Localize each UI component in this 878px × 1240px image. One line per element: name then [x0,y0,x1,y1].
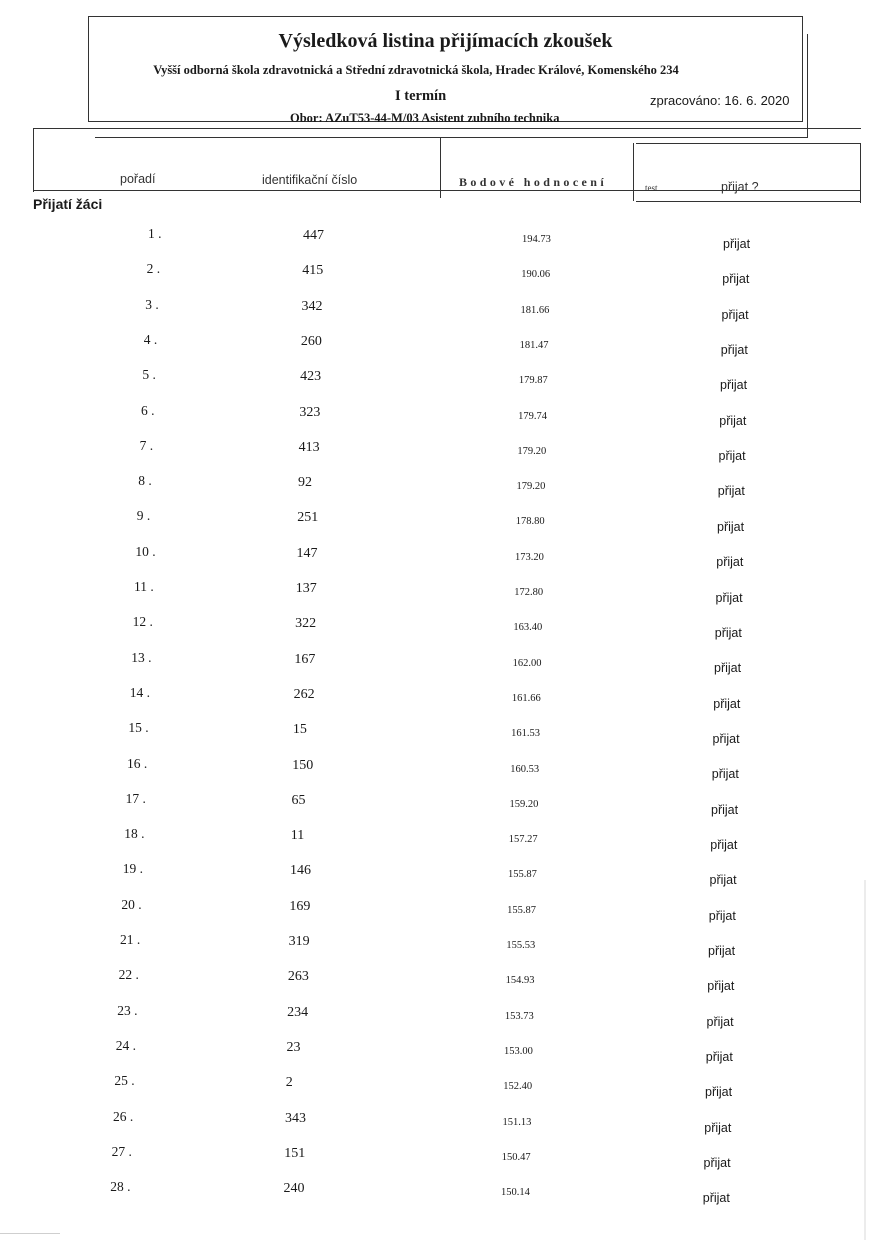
result-cell: přijat [705,1050,733,1065]
score-cell: 178.80 [515,516,545,528]
rank-cell: 14 . [129,684,151,700]
score-cell: 194.73 [522,234,551,245]
result-cell: přijat [710,837,738,852]
score-cell: 173.20 [514,551,544,563]
id-cell: 423 [300,369,322,385]
result-cell: přijat [714,625,742,640]
score-cell: 190.06 [521,269,551,281]
rank-cell: 11 . [134,579,154,594]
rank-cell: 2 . [146,261,161,277]
result-cell: přijat [712,731,740,746]
result-cell: přijat [722,272,750,287]
id-cell: 137 [295,581,317,596]
id-cell: 240 [283,1181,305,1197]
id-cell: 262 [293,686,315,702]
result-cell: přijat [706,1014,734,1029]
score-cell: 159.20 [509,798,539,810]
score-cell: 172.80 [514,587,544,598]
result-cell: přijat [709,873,737,888]
exam-term: I termín [395,88,447,104]
result-cell: přijat [720,378,748,393]
id-cell: 322 [295,616,317,632]
rank-cell: 5 . [142,367,156,383]
id-cell: 260 [300,333,322,349]
scan-edge [864,880,866,1240]
score-cell: 162.00 [512,657,542,669]
score-cell: 154.93 [505,975,535,987]
rank-cell: 1 . [148,226,162,241]
id-cell: 251 [297,510,319,526]
score-cell: 152.40 [503,1081,533,1093]
id-cell: 23 [286,1039,301,1055]
id-cell: 151 [284,1145,306,1161]
rank-cell: 20 . [121,896,142,912]
result-cell: přijat [716,555,744,570]
result-cell: přijat [705,1085,733,1100]
result-cell: přijat [715,590,743,605]
rank-cell: 10 . [135,543,156,559]
score-cell: 155.87 [507,904,537,916]
result-cell: přijat [703,1156,731,1171]
school-name: Vyšší odborná škola zdravotnická a Střední zdravotnická škola, Hradec Králové, Komenského 234 [153,63,679,77]
page-title: Výsledková listina přijímacích zkoušek [278,30,613,52]
score-cell: 157.27 [508,834,538,846]
id-cell: 343 [285,1110,306,1126]
id-cell: 147 [296,545,318,561]
rank-cell: 12 . [132,614,153,630]
result-cell: přijat [718,449,746,464]
score-cell: 181.66 [520,304,550,316]
result-cell: přijat [708,944,736,958]
id-cell: 447 [303,228,324,243]
rank-cell: 8 . [138,473,152,489]
id-cell: 146 [290,863,312,879]
result-cell: přijat [717,519,745,534]
score-cell: 150.47 [501,1151,531,1163]
id-cell: 150 [292,757,314,773]
rank-cell: 27 . [111,1143,132,1159]
id-cell: 11 [290,828,305,844]
result-cell: přijat [702,1191,730,1206]
score-cell: 179.20 [516,481,546,493]
score-cell: 153.73 [504,1010,534,1022]
column-header-rank: pořadí [120,172,156,186]
rank-cell: 19 . [122,861,144,877]
result-cell: přijat [717,484,745,499]
rank-cell: 17 . [125,790,146,806]
section-title: Přijatí žáci [33,196,103,212]
rank-cell: 26 . [113,1108,134,1124]
score-cell: 163.40 [513,622,543,634]
column-header-id: identifikační číslo [262,173,358,187]
rank-cell: 13 . [131,649,152,665]
score-cell: 153.00 [504,1045,533,1057]
rank-cell: 24 . [115,1037,137,1053]
id-cell: 413 [298,439,320,455]
result-cell: přijat [714,661,742,676]
result-cell: přijat [719,413,747,428]
score-cell: 181.47 [519,339,549,351]
scan-edge [0,1233,60,1234]
result-cell: přijat [723,237,751,251]
rank-cell: 28 . [110,1179,131,1195]
result-cell: přijat [704,1120,732,1135]
rank-cell: 6 . [141,402,155,418]
id-cell: 2 [285,1075,293,1091]
score-cell: 179.20 [517,445,547,457]
id-cell: 342 [301,298,323,314]
result-cell: přijat [721,307,749,322]
rank-cell: 4 . [143,331,158,347]
result-cell: přijat [711,767,739,782]
id-cell: 323 [299,404,321,420]
id-cell: 319 [288,934,310,949]
score-cell: 155.87 [507,869,537,881]
column-header-score: Bodové hodnocení [459,175,608,189]
rank-cell: 7 . [139,437,154,453]
result-cell: přijat [707,979,735,994]
result-cell: přijat [713,696,741,711]
result-cell: přijat [708,908,736,923]
id-cell: 15 [292,722,307,738]
rank-cell: 15 . [128,720,149,736]
score-cell: 150.14 [500,1187,530,1199]
result-cell: přijat [720,343,748,358]
rank-cell: 21 . [120,932,141,947]
id-cell: 263 [287,969,309,985]
rank-cell: 9 . [136,508,151,524]
score-cell: 179.74 [518,410,547,422]
id-cell: 169 [289,898,311,914]
processed-date: zpracováno: 16. 6. 2020 [650,93,790,108]
rank-cell: 22 . [118,967,139,983]
column-header-admitted: přijat ? [721,180,759,194]
study-field: Obor: AZuT53-44-M/03 Asistent zubního technika [290,111,560,125]
score-cell: 160.53 [510,763,540,775]
score-cell: 155.53 [506,940,536,951]
result-cell: přijat [711,802,739,817]
score-cell: 179.87 [518,375,548,387]
score-cell: 161.66 [511,692,541,704]
score-cell: 161.53 [511,728,540,740]
rank-cell: 25 . [114,1073,135,1089]
id-cell: 167 [294,651,316,667]
rank-cell: 3 . [145,296,159,312]
score-cell: 151.13 [502,1116,532,1128]
column-header-test: test [645,183,658,193]
rank-cell: 16 . [127,755,148,771]
id-cell: 415 [302,263,324,279]
rank-cell: 18 . [124,826,145,842]
id-cell: 65 [291,792,306,808]
rank-cell: 23 . [117,1002,138,1018]
id-cell: 234 [287,1004,309,1020]
id-cell: 92 [297,475,312,491]
